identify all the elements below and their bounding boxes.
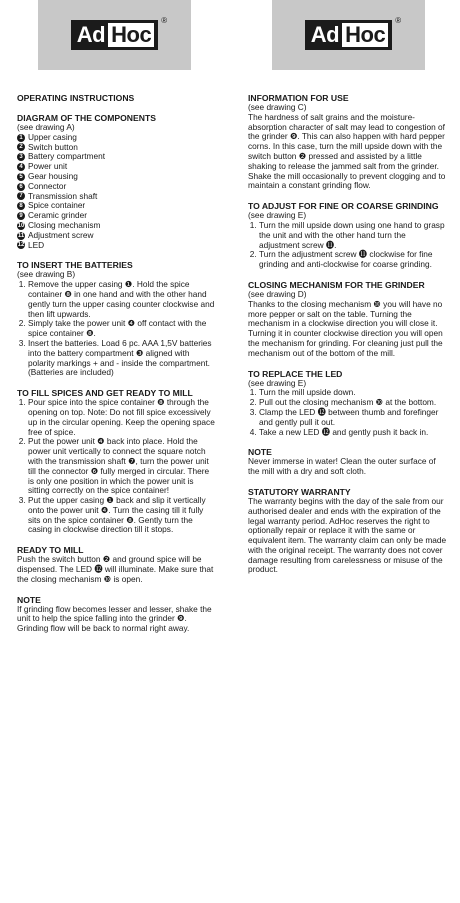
drawing-ref: (see drawing C) bbox=[248, 102, 307, 112]
drawing-ref: (see drawing B) bbox=[17, 269, 76, 280]
component-item: 8 Spice container bbox=[17, 201, 217, 211]
section-text: Never immerse in water! Clean the outer surface of the mill with a dry and soft cloth. bbox=[248, 456, 436, 477]
section-text: Thanks to the closing mechanism ❿ you will have no more pepper or salt on the table. Turning the mechanism in a clockwise direction you will close it. Turning it in counter clockwise direction you will open the mechanism for grinding. For cleaning just pull the mechanism out of the bottom of the mill. bbox=[248, 298, 443, 358]
section-title: NOTE bbox=[17, 594, 41, 605]
section-title: INFORMATION FOR USE bbox=[248, 93, 349, 103]
component-item: 3 Battery compartment bbox=[17, 152, 217, 162]
step-list bbox=[248, 221, 448, 270]
component-item: 6 Connector bbox=[17, 182, 217, 192]
ready-section bbox=[17, 545, 217, 584]
section-text: The warranty begins with the day of the sale from our authorised dealer and ends with the expiration of the legal warranty period. AdHoc reserves the right to optionally repair or replace it with the same or equivalent item. The warranty claim can only be made with the original receipt. The warranty does not cover damage resulting from carelessness or misuse of the product. bbox=[248, 495, 447, 575]
step-item: 1. Turn the mill upside down using one hand to grasp the unit and with the other hand turn the adjustment screw ⓫. bbox=[259, 221, 448, 250]
step-item: 3. Clamp the LED ⓬ between thumb and forefinger and gently pull it out. bbox=[259, 408, 448, 428]
section-title: NOTE bbox=[248, 447, 272, 458]
component-item: 12 LED bbox=[17, 239, 45, 250]
number-badge: 7 bbox=[17, 192, 25, 200]
section-title: TO FILL SPICES AND GET READY TO MILL bbox=[17, 388, 193, 399]
component-item: 9 Ceramic grinder bbox=[17, 211, 217, 221]
drawing-ref: (see drawing E) bbox=[248, 210, 307, 221]
diagram-section bbox=[17, 113, 217, 250]
section-title: READY TO MILL bbox=[17, 545, 84, 556]
component-item: 5 Gear housing bbox=[17, 172, 217, 182]
page-title: OPERATING INSTRUCTIONS bbox=[17, 93, 135, 103]
component-item: 7 Transmission shaft bbox=[17, 192, 217, 202]
step-item: 2. Turn the adjustment screw ⓫ clockwise for fine grinding and anti-clockwise for coarse grinding. bbox=[259, 250, 448, 270]
section-title: DIAGRAM OF THE COMPONENTS bbox=[17, 113, 156, 123]
led-section bbox=[248, 369, 448, 438]
section-title: TO REPLACE THE LED bbox=[248, 368, 343, 379]
section-text: If grinding flow becomes lesser and lesser, shake the unit to help the spice falling into the grinder ❾. Grinding flow will be back to normal right away. bbox=[17, 603, 212, 634]
section-text: Push the switch button ❷ and ground spice will be dispensed. The LED ⓬ will illuminate. Make sure that the closing mechanism ❿ is open. bbox=[17, 554, 214, 584]
number-badge: 6 bbox=[17, 183, 25, 191]
step-list bbox=[17, 398, 217, 535]
step-item: 1. Remove the upper casing ❶. Hold the spice container ❽ in one hand and with the other hand gently turn the upper casing counter clockwise and then lift upwards. bbox=[28, 280, 217, 319]
step-item: 3. Put the upper casing ❶ back and slip it vertically onto the power unit ❹. Turn the casing till it fully sits on the spice container ❽. Gently turn the casing in clockwise direction till it stops. bbox=[28, 496, 217, 535]
operating-instructions bbox=[17, 93, 217, 103]
info-section bbox=[248, 93, 448, 191]
section-title: TO INSERT THE BATTERIES bbox=[17, 260, 133, 271]
step-item: 3. Insert the batteries. Load 6 pc. AAA 1,5V batteries into the battery compartment ❸ aligned with polarity markings + and - inside the compartment. (Batteries are included) bbox=[28, 339, 217, 378]
closing-section bbox=[248, 280, 448, 359]
section-text: The hardness of salt grains and the moisture-absorption character of salt may lead to congestion of the grinder ❾. This can also happen with hard pepper corns. In this case, turn the mill upside down with the switch button ❷ pressed and assisted by a little shaking to release the jammed salt from the grinder. Shake the mill occasionally to prevent clogging and to maintain a constant grinding flow. bbox=[248, 111, 446, 191]
number-badge: 3 bbox=[17, 153, 25, 161]
adhoc-logo: Ad Hoc ® bbox=[71, 20, 158, 50]
number-badge: 11 bbox=[17, 232, 25, 239]
number-badge: 12 bbox=[17, 242, 25, 249]
section-title: TO ADJUST FOR FINE OR COARSE GRINDING bbox=[248, 201, 439, 212]
component-item: 11 Adjustment screw bbox=[17, 229, 94, 240]
logo-panel-left bbox=[38, 0, 191, 70]
step-item: 2. Simply take the power unit ❹ off contact with the spice container ❽. bbox=[28, 319, 217, 339]
care-note-section bbox=[248, 447, 448, 477]
step-list bbox=[248, 388, 448, 437]
step-item: 1. Pour spice into the spice container ❽ through the opening on top. Note: Do not fill spice excessively up in the circular opening. Keep the opening space free of spice. bbox=[28, 398, 217, 437]
adjust-section bbox=[248, 201, 448, 270]
component-list bbox=[17, 133, 217, 251]
drawing-ref: (see drawing E) bbox=[248, 377, 307, 388]
warranty-section bbox=[248, 487, 448, 575]
component-item: 10 Closing mechanism bbox=[17, 219, 101, 230]
fill-section bbox=[17, 388, 217, 535]
step-list bbox=[17, 280, 217, 378]
number-badge: 2 bbox=[17, 143, 25, 151]
right-column bbox=[248, 93, 448, 585]
component-item: 1 Upper casing bbox=[17, 133, 217, 143]
drawing-ref: (see drawing A) bbox=[17, 122, 75, 132]
number-badge: 1 bbox=[17, 134, 25, 142]
number-badge: 10 bbox=[17, 222, 25, 229]
number-badge: 5 bbox=[17, 173, 25, 181]
logo-panel-right bbox=[272, 0, 425, 70]
step-item: 1. Turn the mill upside down. bbox=[259, 388, 448, 398]
step-item: 2. Pull out the closing mechanism ❿ at the bottom. bbox=[259, 398, 448, 408]
drawing-ref: (see drawing D) bbox=[248, 288, 307, 299]
section-title: CLOSING MECHANISM FOR THE GRINDER bbox=[248, 279, 425, 290]
component-item: 4 Power unit bbox=[17, 162, 217, 172]
step-item: 2. Put the power unit ❹ back into place. Hold the power unit vertically to connect the square notch with the transmission shaft ❼, turn the power unit till the connector ❻ fully merged in circular. There is only one position in which the power unit is sitting correctly on the spice container! bbox=[28, 437, 217, 496]
number-badge: 4 bbox=[17, 163, 25, 171]
component-item: 2 Switch button bbox=[17, 143, 217, 153]
left-column bbox=[17, 93, 217, 644]
adhoc-logo: Ad Hoc ® bbox=[305, 20, 392, 50]
number-badge: 9 bbox=[17, 212, 25, 220]
section-title: STATUTORY WARRANTY bbox=[248, 486, 351, 497]
note-section bbox=[17, 595, 217, 634]
number-badge: 8 bbox=[17, 202, 25, 210]
batteries-section bbox=[17, 260, 217, 378]
step-item: 4. Take a new LED ⓬ and gently push it back in. bbox=[259, 428, 448, 438]
